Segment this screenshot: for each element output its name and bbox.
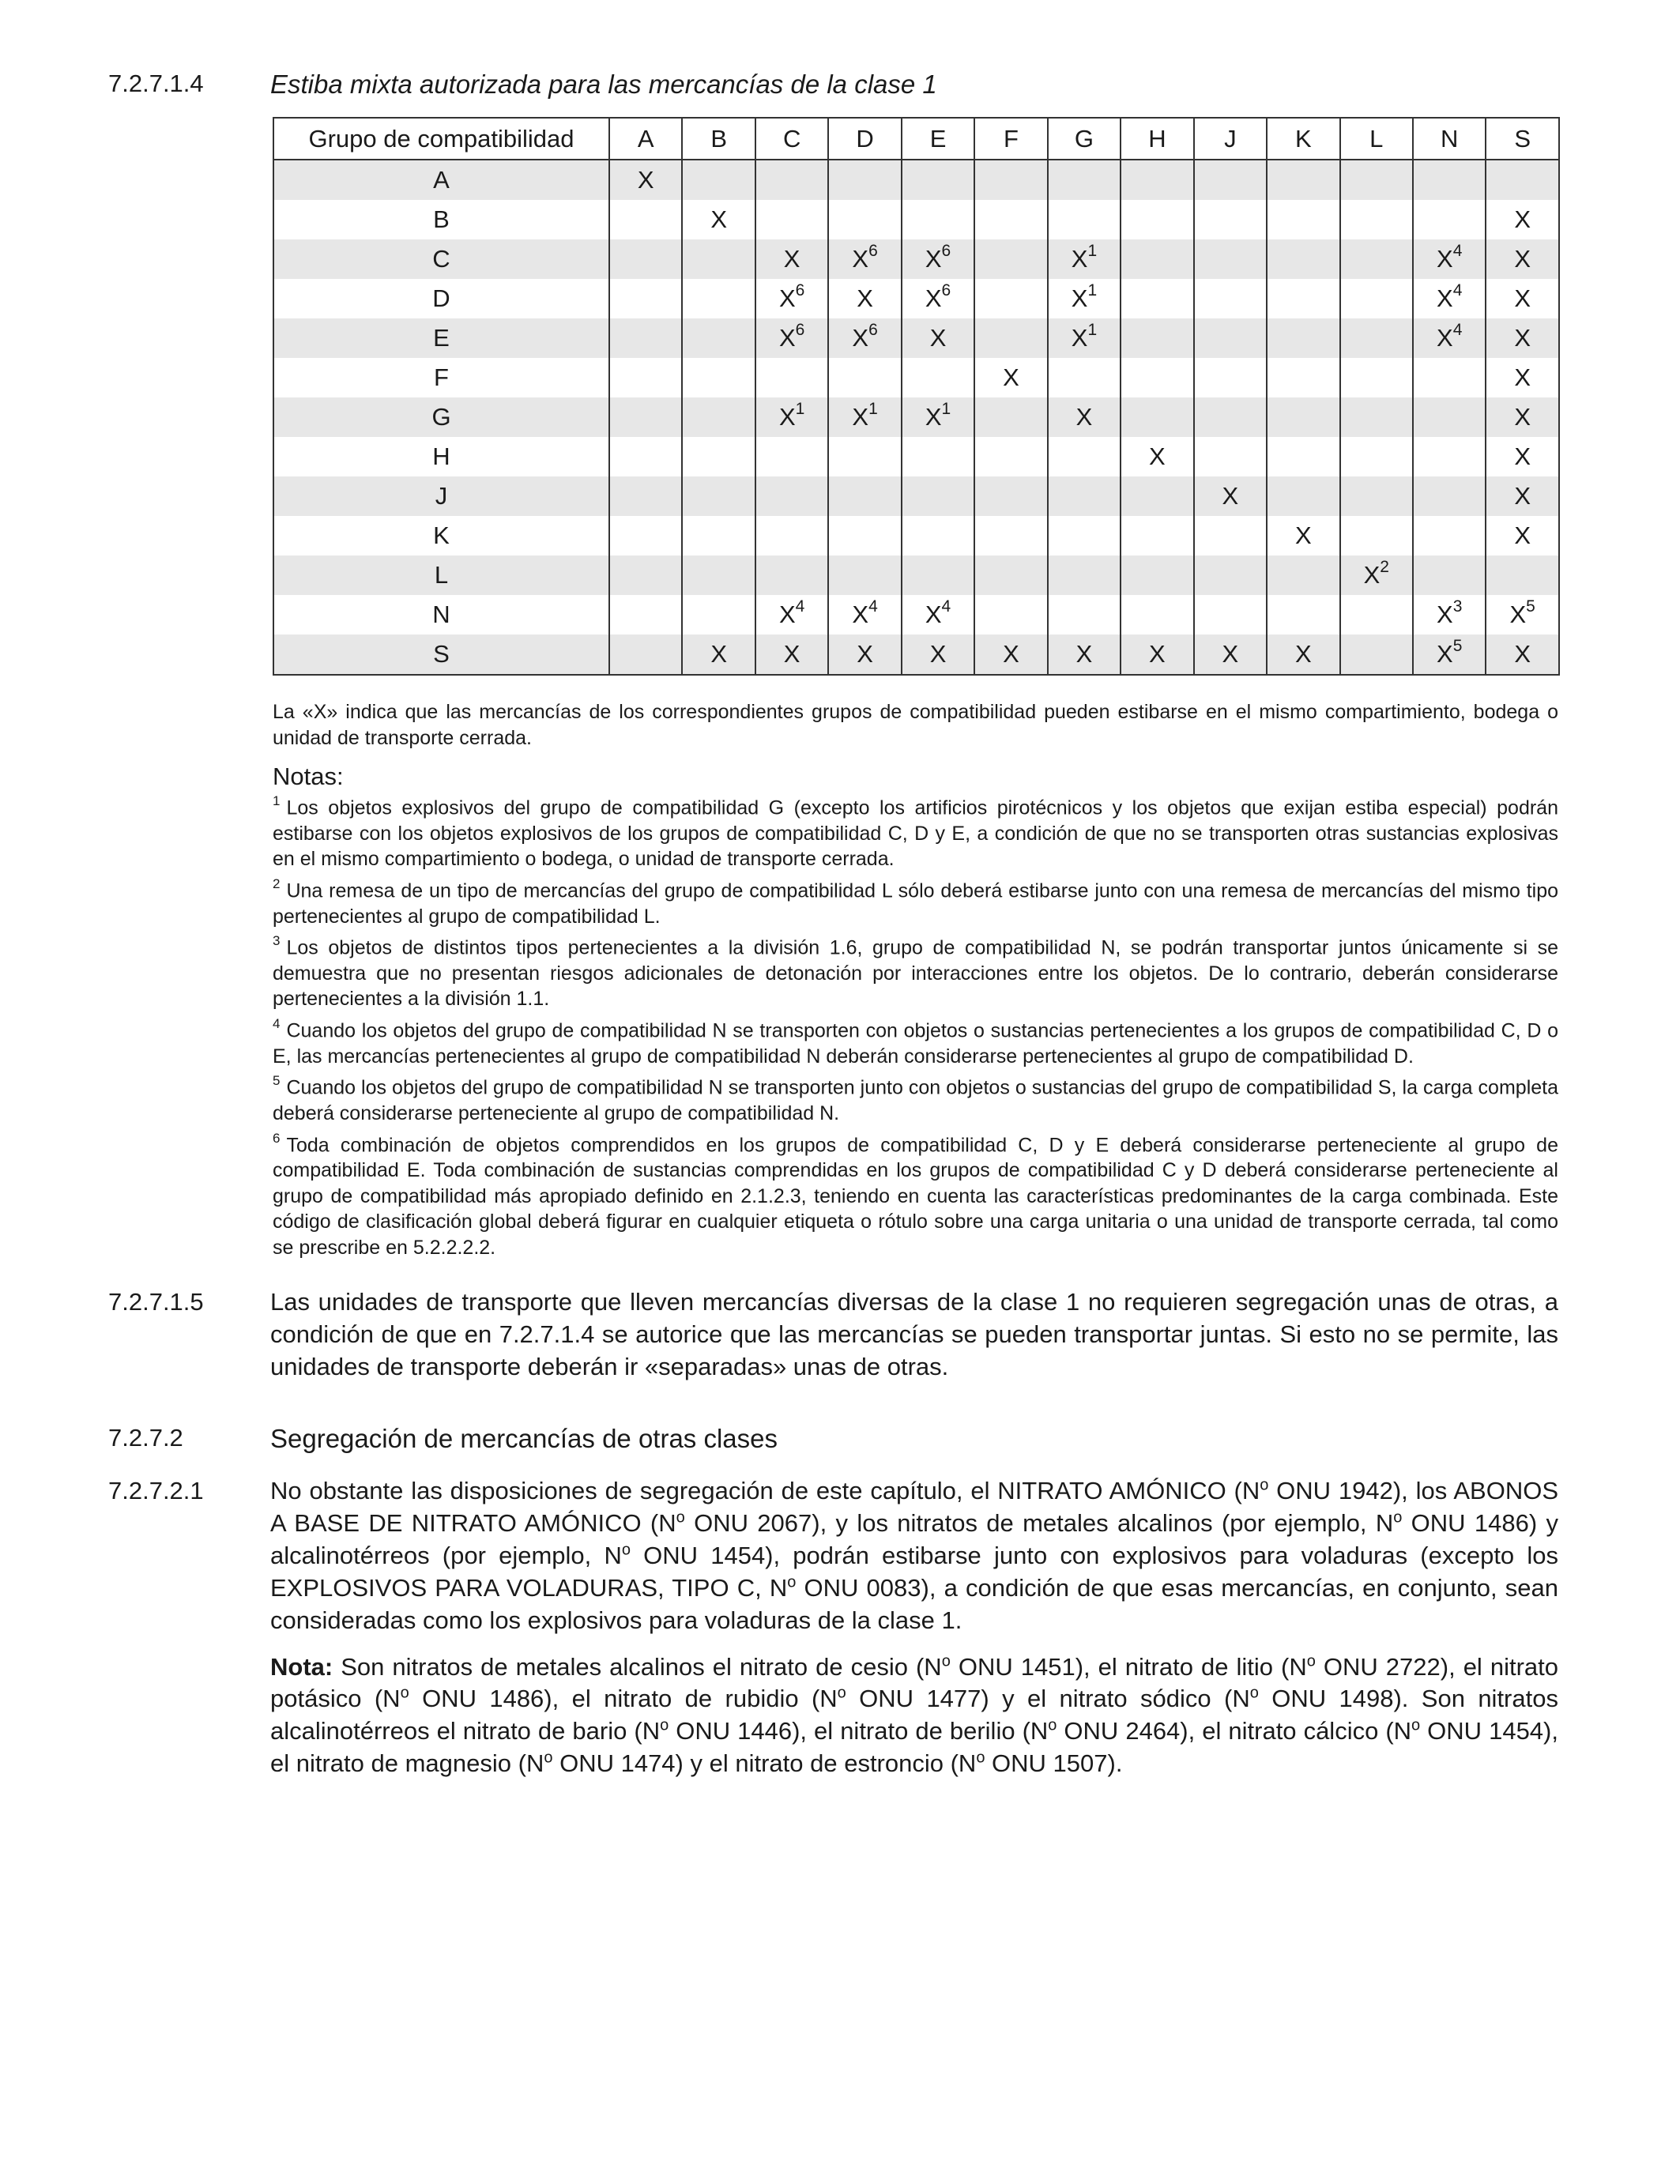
row-group-label: C	[273, 239, 609, 279]
table-cell: $X^1$	[755, 397, 828, 437]
header-col: J	[1194, 118, 1267, 160]
table-cell: $X^6$	[902, 239, 974, 279]
header-col: B	[682, 118, 755, 160]
table-cell: X	[1267, 516, 1339, 555]
table-row	[273, 397, 1559, 437]
table-row	[273, 634, 1559, 675]
table-cell: X	[1267, 634, 1339, 675]
ordinal-mark: o	[976, 1749, 985, 1767]
table-cell: X	[682, 634, 755, 675]
table-cell	[682, 397, 755, 437]
table-cell	[682, 476, 755, 516]
table-cell: $X^1$	[1048, 279, 1121, 318]
table-cell: X	[1486, 239, 1558, 279]
table-cell	[974, 555, 1047, 595]
note-item	[273, 1074, 1558, 1126]
table-cell: X	[1486, 397, 1558, 437]
table-cell	[1121, 516, 1193, 555]
table-cell	[1267, 437, 1339, 476]
ordinal-mark: o	[660, 1717, 669, 1735]
note-mark: 1	[273, 793, 281, 808]
table-cell: X	[1486, 476, 1558, 516]
row-group-label: H	[273, 437, 609, 476]
nota-paragraph: Nota: Son nitratos de metales alcalinos el nitrato de cesio ($N^o$ ONU 1451), el nitrato de litio ($N^o$ ONU 2722), el nitrato potásico ($N^o$ ONU 1486), el nitrato de rubidio ($N^o$ ONU 1477) y el nitrato sódico ($N^o$ ONU 1498). Son nitratos alcalinotérreos el nitrato de bario ($N^o$ ONU 1446), el nitrato de berilio ($N^o$ ONU 2464), el nitrato cálcico ($N^o$ ONU 1454), el nitrato de magnesio ($N^o$ ONU 1474) y el nitrato de estroncio ($N^o$ ONU 1507).	[270, 1652, 1558, 1778]
table-cell: X	[755, 239, 828, 279]
table-cell: X	[1194, 634, 1267, 675]
row-group-label: E	[273, 318, 609, 358]
table-cell	[1121, 555, 1193, 595]
footnote-ref: 4	[795, 597, 805, 616]
header-col: K	[1267, 118, 1339, 160]
table-cell: X	[1048, 397, 1121, 437]
table-cell: $X^2$	[1340, 555, 1413, 595]
table-cell	[1340, 160, 1413, 200]
table-cell: $X^5$	[1486, 595, 1558, 634]
table-cell	[1267, 595, 1339, 634]
table-cell	[1340, 595, 1413, 634]
ordinal-mark: o	[837, 1685, 846, 1703]
table-cell	[1194, 516, 1267, 555]
table-cell	[974, 476, 1047, 516]
footnote-ref: 1	[1087, 241, 1098, 260]
table-cell	[609, 397, 682, 437]
table-cell	[682, 358, 755, 397]
table-cell	[609, 358, 682, 397]
table-cell	[828, 555, 901, 595]
table-cell	[974, 397, 1047, 437]
footnote-ref: 1	[1087, 320, 1098, 339]
table-cell	[1267, 318, 1339, 358]
table-cell: $X^1$	[828, 397, 901, 437]
table-cell	[682, 437, 755, 476]
ordinal-mark: o	[941, 1652, 951, 1670]
table-cell	[1486, 555, 1558, 595]
header-col: E	[902, 118, 974, 160]
table-row	[273, 318, 1559, 358]
table-cell	[609, 239, 682, 279]
table-header-row	[273, 118, 1559, 160]
footnote-ref: 1	[795, 399, 805, 418]
table-cell	[902, 476, 974, 516]
table-cell	[828, 437, 901, 476]
table-cell	[1413, 160, 1486, 200]
footnote-ref: 4	[868, 597, 878, 616]
table-cell: $X^4$	[828, 595, 901, 634]
table-cell: $X^4$	[1413, 239, 1486, 279]
note-item	[273, 1017, 1558, 1069]
table-cell	[1413, 437, 1486, 476]
ordinal-mark: o	[1048, 1717, 1057, 1735]
footnote-ref: 2	[1380, 557, 1389, 576]
ordinal-mark: o	[1411, 1717, 1421, 1735]
row-group-label: K	[273, 516, 609, 555]
table-cell: X	[974, 358, 1047, 397]
table-cell: X	[1486, 516, 1558, 555]
table-row	[273, 358, 1559, 397]
table-cell: X	[1121, 634, 1193, 675]
table-cell	[1194, 318, 1267, 358]
table-cell	[1194, 437, 1267, 476]
row-group-label: S	[273, 634, 609, 675]
table-cell	[1267, 476, 1339, 516]
table-cell	[1121, 397, 1193, 437]
table-cell	[1121, 318, 1193, 358]
ordinal-mark: o	[1249, 1685, 1259, 1703]
header-col: S	[1486, 118, 1558, 160]
table-cell	[1121, 358, 1193, 397]
table-cell	[1413, 397, 1486, 437]
header-col: G	[1048, 118, 1121, 160]
footnote-ref: 4	[1452, 241, 1463, 260]
table-cell: $X^6$	[828, 318, 901, 358]
footnote-ref: 6	[941, 281, 951, 299]
table-cell	[1194, 239, 1267, 279]
table-cell: X	[1486, 437, 1558, 476]
table-cell	[755, 437, 828, 476]
table-cell	[1413, 358, 1486, 397]
table-cell	[1340, 318, 1413, 358]
paragraph-72715: Las unidades de transporte que lleven mercancías diversas de la clase 1 no requieren segregación unas de otras, a condición de que en 7.2.7.1.4 se autorice que las mercancías se pueden transportar juntas. Si esto no se permite, las unidades de transporte deberán ir «separadas» unas de otras.	[270, 1288, 1558, 1380]
table-cell: X	[682, 200, 755, 239]
table-cell	[1267, 397, 1339, 437]
note-mark: 2	[273, 875, 281, 891]
table-cell	[609, 634, 682, 675]
table-cell: X	[1194, 476, 1267, 516]
table-cell	[1340, 437, 1413, 476]
table-cell	[828, 516, 901, 555]
table-cell	[755, 555, 828, 595]
header-col: H	[1121, 118, 1193, 160]
table-cell	[1340, 397, 1413, 437]
table-cell	[1340, 358, 1413, 397]
table-cell	[828, 200, 901, 239]
footnote-ref: 1	[941, 399, 951, 418]
table-cell	[902, 200, 974, 239]
table-cell	[755, 476, 828, 516]
table-cell	[974, 160, 1047, 200]
ordinal-mark: o	[544, 1749, 553, 1767]
table-cell	[609, 318, 682, 358]
table-cell	[1267, 200, 1339, 239]
table-cell	[974, 595, 1047, 634]
note-item	[273, 794, 1558, 872]
footnote-ref: 6	[795, 281, 805, 299]
ordinal-mark: o	[1306, 1652, 1316, 1670]
footnote-ref: 4	[1452, 281, 1463, 299]
note-mark: 4	[273, 1015, 281, 1031]
table-cell: $X^3$	[1413, 595, 1486, 634]
table-cell	[1340, 200, 1413, 239]
row-group-label: J	[273, 476, 609, 516]
table-cell: $X^5$	[1413, 634, 1486, 675]
header-col: D	[828, 118, 901, 160]
table-row	[273, 239, 1559, 279]
table-cell	[1267, 358, 1339, 397]
section-title-7272: Segregación de mercancías de otras clases	[270, 1424, 778, 1453]
section-number-72721: 7.2.7.2.1	[108, 1477, 204, 1504]
table-cell	[974, 437, 1047, 476]
table-cell	[828, 358, 901, 397]
table-body	[273, 160, 1559, 675]
section-number-72714: 7.2.7.1.4	[108, 70, 204, 97]
section-number-72715: 7.2.7.1.5	[108, 1288, 204, 1316]
note-item	[273, 1132, 1558, 1261]
table-cell: X	[1486, 634, 1558, 675]
table-row	[273, 279, 1559, 318]
header-col: A	[609, 118, 682, 160]
table-cell	[1413, 516, 1486, 555]
table-cell: X	[1048, 634, 1121, 675]
footnote-ref: 4	[1452, 320, 1463, 339]
note-text: Una remesa de un tipo de mercancías del grupo de compatibilidad L sólo deberá estibarse junto con una remesa de mercancías del mismo tipo pertenecientes al grupo de compatibilidad L.	[273, 879, 1558, 928]
table-cell	[902, 516, 974, 555]
table-cell	[1194, 160, 1267, 200]
table-cell	[1194, 397, 1267, 437]
table-cell: $X^6$	[755, 318, 828, 358]
table-cell	[755, 516, 828, 555]
table-cell	[974, 279, 1047, 318]
table-cell	[609, 279, 682, 318]
table-cell: $X^4$	[755, 595, 828, 634]
table-cell: X	[974, 634, 1047, 675]
footnote-ref: 6	[868, 320, 878, 339]
table-cell	[1413, 200, 1486, 239]
table-cell	[974, 200, 1047, 239]
header-group-label: Grupo de compatibilidad	[273, 118, 609, 160]
notes-list	[273, 794, 1558, 1265]
table-cell	[902, 555, 974, 595]
table-cell	[1267, 279, 1339, 318]
table-cell	[1121, 279, 1193, 318]
row-group-label: L	[273, 555, 609, 595]
table-cell	[1486, 160, 1558, 200]
table-cell: $X^6$	[755, 279, 828, 318]
table-row	[273, 516, 1559, 555]
table-cell	[1121, 476, 1193, 516]
table-row	[273, 595, 1559, 634]
note-text: Cuando los objetos del grupo de compatibilidad N se transporten con objetos o sustancias pertenecientes a los grupos de compatibilidad C, D o E, las mercancías pertenecientes al grupo de compatibilidad N deberán considerarse pertenecientes al grupo de compatibilidad D.	[273, 1019, 1558, 1068]
footnote-ref: 3	[1452, 597, 1463, 616]
table-cell	[1048, 516, 1121, 555]
note-text: Los objetos de distintos tipos pertenecientes a la división 1.6, grupo de compatibilidad N, se podrán transportar juntos únicamente si se demuestra que no presentan riesgos adicionales de detonación por interacciones entre los objetos. De lo contrario, deberán considerarse pertenecientes a la división 1.1.	[273, 936, 1558, 1011]
ordinal-mark: o	[400, 1685, 409, 1703]
table-cell	[1267, 239, 1339, 279]
ordinal-mark: o	[621, 1541, 631, 1559]
paragraph-72721: No obstante las disposiciones de segregación de este capítulo, el NITRATO AMÓNICO ($N^o$ ONU 1942), los ABONOS A BASE DE NITRATO AMÓNICO ($N^o$ ONU 2067), y los nitratos de metales alcalinos (por ejemplo, $N^o$ ONU 1486) y alcalinotérreos (por ejemplo, $N^o$ ONU 1454), podrán estibarse junto con explosivos para voladuras (excepto los EXPLOSIVOS PARA VOLADURAS, TIPO C, $N^o$ ONU 0083), a condición de que esas mercancías, en conjunto, sean consideradas como los explosivos para voladuras de la clase 1.	[270, 1476, 1558, 1634]
table-cell	[609, 516, 682, 555]
table-caption: La «X» indica que las mercancías de los correspondientes grupos de compatibilidad pueden estibarse en el mismo compartimiento, bodega o unidad de transporte cerrada.	[273, 701, 1558, 749]
footnote-ref: 6	[795, 320, 805, 339]
table-cell: X	[902, 634, 974, 675]
section-number-7272: 7.2.7.2	[108, 1424, 183, 1452]
table-cell	[682, 279, 755, 318]
table-cell	[1048, 200, 1121, 239]
table-cell	[755, 160, 828, 200]
footnote-ref: 6	[868, 241, 878, 260]
note-mark: 3	[273, 933, 281, 949]
row-group-label: D	[273, 279, 609, 318]
nota-label: Nota:	[270, 1652, 333, 1681]
table-cell	[1048, 358, 1121, 397]
table-cell: X	[828, 279, 901, 318]
footnote-ref: 5	[1526, 597, 1535, 616]
row-group-label: N	[273, 595, 609, 634]
table-cell	[828, 160, 901, 200]
table-row	[273, 476, 1559, 516]
table-row	[273, 160, 1559, 200]
table-cell: X	[902, 318, 974, 358]
table-cell	[1340, 239, 1413, 279]
table-row	[273, 437, 1559, 476]
table-cell: X	[828, 634, 901, 675]
table-cell: $X^1$	[1048, 239, 1121, 279]
note-item	[273, 877, 1558, 929]
table-cell	[609, 200, 682, 239]
table-cell: X	[1486, 318, 1558, 358]
table-cell	[682, 160, 755, 200]
table-cell	[682, 516, 755, 555]
note-item	[273, 934, 1558, 1012]
table-cell	[1340, 279, 1413, 318]
table-cell: X	[1121, 437, 1193, 476]
table-cell	[1121, 200, 1193, 239]
row-group-label: G	[273, 397, 609, 437]
table-cell	[1413, 476, 1486, 516]
table-cell	[902, 358, 974, 397]
table-cell	[1413, 555, 1486, 595]
table-cell: X	[1486, 358, 1558, 397]
ordinal-mark: o	[1393, 1508, 1403, 1527]
table-cell	[1048, 160, 1121, 200]
section-body-72715	[270, 1286, 1558, 1384]
table-cell: $X^1$	[1048, 318, 1121, 358]
table-cell: $X^6$	[902, 279, 974, 318]
header-col: N	[1413, 118, 1486, 160]
table-cell	[682, 318, 755, 358]
table-cell	[609, 476, 682, 516]
table-row	[273, 555, 1559, 595]
footnote-ref: 6	[941, 241, 951, 260]
table-cell	[974, 239, 1047, 279]
note-text: Los objetos explosivos del grupo de compatibilidad G (excepto los artificios pirotécnicos y los objetos que exijan estiba especial) podrán estibarse con los objetos explosivos de los grupos de compatibilidad C, D y E, a condición de que no se transporten otras sustancias explosivas en el mismo compartimiento o bodega, o unidad de transporte cerrada.	[273, 796, 1558, 871]
table-cell	[1194, 358, 1267, 397]
table-cell	[682, 555, 755, 595]
table-cell	[609, 595, 682, 634]
ordinal-mark: o	[676, 1508, 685, 1527]
table-cell	[1194, 279, 1267, 318]
table-cell: X	[755, 634, 828, 675]
table-cell	[1194, 595, 1267, 634]
note-mark: 6	[273, 1130, 281, 1146]
table-cell	[1267, 555, 1339, 595]
table-cell	[1121, 160, 1193, 200]
footnote-ref: 5	[1452, 636, 1463, 655]
table-cell	[974, 318, 1047, 358]
footnote-ref: 1	[1087, 281, 1098, 299]
table-cell	[1048, 476, 1121, 516]
note-text: Cuando los objetos del grupo de compatibilidad N se transporten junto con objetos o sustancias del grupo de compatibilidad S, la carga completa deberá considerarse perteneciente al grupo de compatibilidad N.	[273, 1076, 1558, 1125]
table-cell: $X^4$	[1413, 279, 1486, 318]
table-cell: X	[1486, 200, 1558, 239]
table-row	[273, 200, 1559, 239]
table-cell	[609, 437, 682, 476]
footnote-ref: 4	[941, 597, 951, 616]
notes-title: Notas:	[273, 763, 344, 790]
note-mark: 5	[273, 1073, 281, 1089]
table-cell	[828, 476, 901, 516]
table-cell	[609, 555, 682, 595]
header-col: L	[1340, 118, 1413, 160]
table-cell	[755, 358, 828, 397]
table-cell	[682, 239, 755, 279]
table-cell	[974, 516, 1047, 555]
table-cell: $X^6$	[828, 239, 901, 279]
table-cell	[755, 200, 828, 239]
table-cell	[1340, 634, 1413, 675]
row-group-label: F	[273, 358, 609, 397]
table-cell	[1340, 516, 1413, 555]
header-col: F	[974, 118, 1047, 160]
table-cell	[1121, 239, 1193, 279]
table-cell	[1048, 437, 1121, 476]
table-cell	[1267, 160, 1339, 200]
section-title-72714: Estiba mixta autorizada para las mercancías de la clase 1	[270, 70, 937, 99]
compatibility-table	[273, 117, 1560, 676]
table-cell	[1048, 595, 1121, 634]
table-cell	[1121, 595, 1193, 634]
table-cell	[1048, 555, 1121, 595]
section-body-72721	[270, 1475, 1558, 1780]
note-text: Toda combinación de objetos comprendidos en los grupos de compatibilidad C, D y E deberá considerarse perteneciente al grupo de compatibilidad E. Toda combinación de sustancias comprendidas en los grupos de compatibilidad C y D deberá considerarse perteneciente al grupo de compatibilidad más apropiado definido en 2.1.2.3, teniendo en cuenta las características predominantes de la carga combinada. Este código de clasificación global deberá figurar en cualquier etiqueta o rótulo sobre una carga unitaria o una unidad de transporte cerrada, tal como se prescribe en 5.2.2.2.2.	[273, 1133, 1558, 1259]
table-cell	[902, 160, 974, 200]
ordinal-mark: o	[1260, 1476, 1269, 1494]
table-cell	[1194, 555, 1267, 595]
table-cell	[682, 595, 755, 634]
row-group-label: A	[273, 160, 609, 200]
footnote-ref: 1	[868, 399, 878, 418]
table-cell: X	[609, 160, 682, 200]
table-cell: $X^4$	[1413, 318, 1486, 358]
table-cell	[1194, 200, 1267, 239]
table-cell: $X^4$	[902, 595, 974, 634]
ordinal-mark: o	[787, 1573, 797, 1591]
table-cell: $X^1$	[902, 397, 974, 437]
table-cell	[1340, 476, 1413, 516]
table-cell: X	[1486, 279, 1558, 318]
table-cell	[902, 437, 974, 476]
row-group-label: B	[273, 200, 609, 239]
header-col: C	[755, 118, 828, 160]
